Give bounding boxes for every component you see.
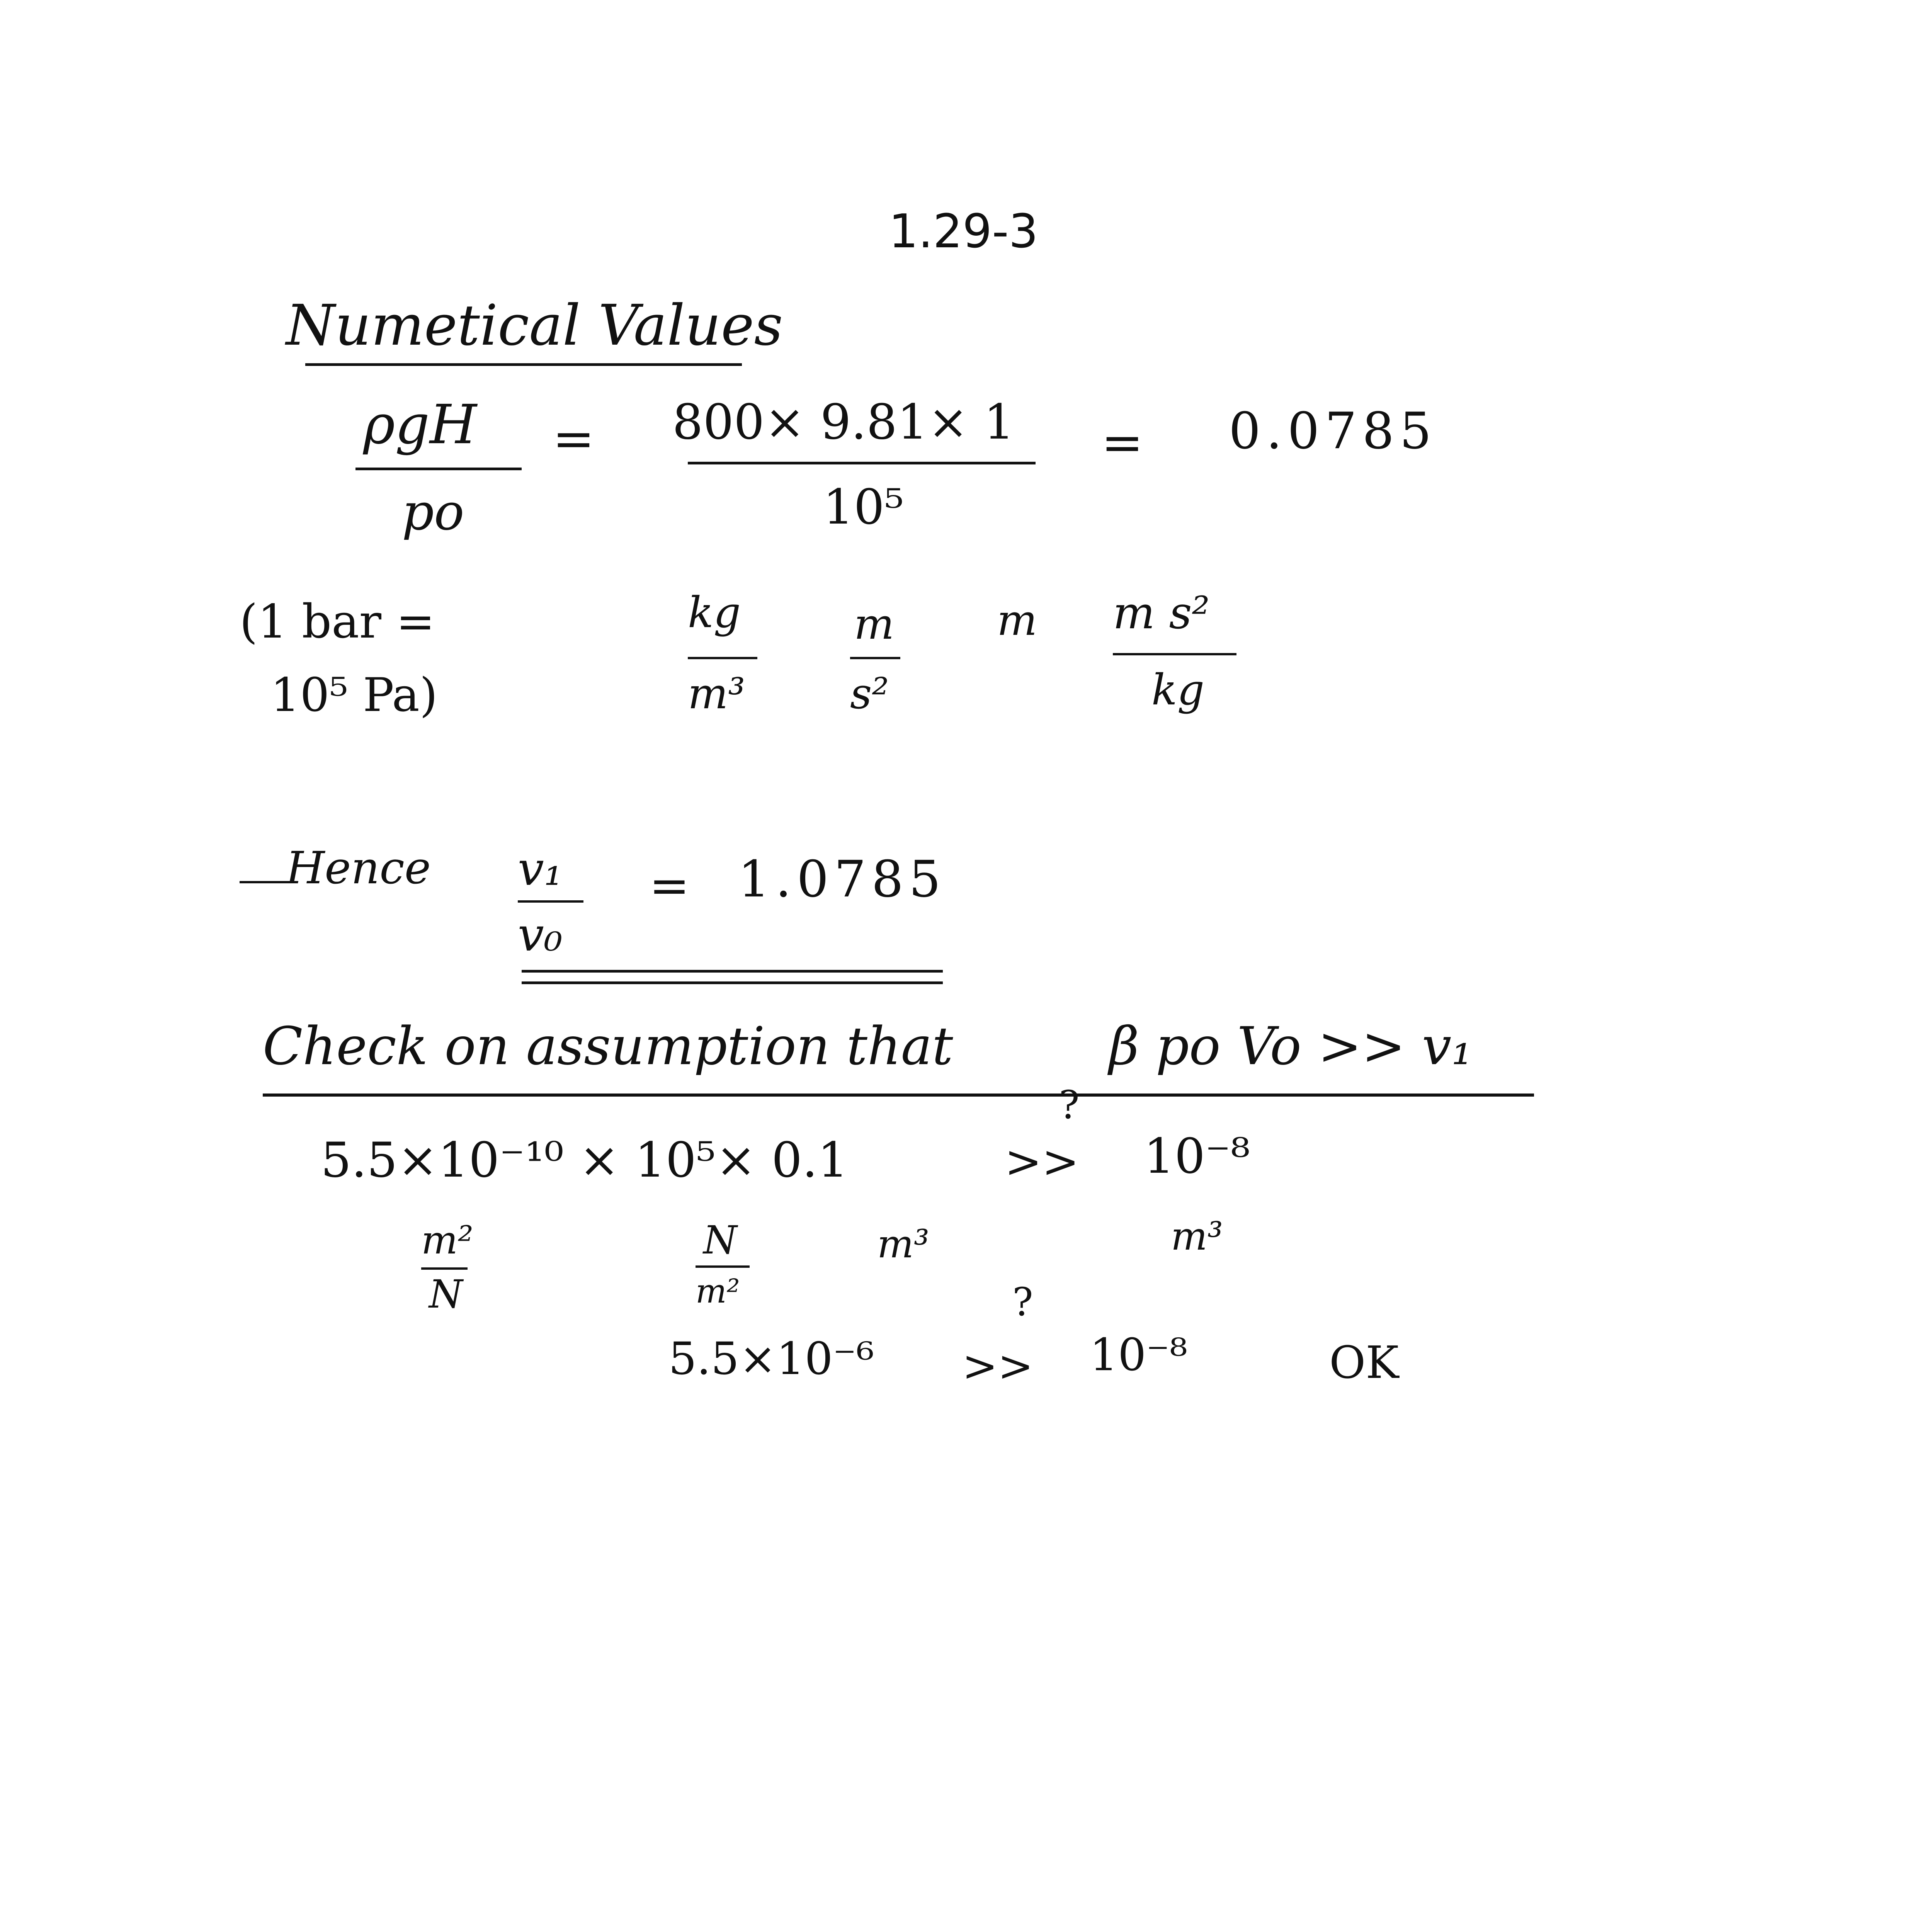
unit-ms2-per-kg-bar: [1113, 653, 1236, 655]
unit-m-per-s2-num: m: [854, 599, 895, 649]
velocity-ratio-bar: [518, 900, 583, 903]
unit-m-per-s2-bar: [850, 657, 900, 659]
result-double-underline-bottom: [522, 981, 943, 984]
check-line1-relation: >>: [1005, 1136, 1079, 1188]
check-question-mark-2: ?: [1012, 1279, 1033, 1325]
heading-numerical-values: Numetical Values: [286, 293, 783, 358]
unit-N-per-m2-num: N: [703, 1218, 737, 1263]
expression-denominator: 10⁵: [823, 479, 904, 535]
hence-value: 1.0785: [738, 850, 946, 908]
unit-m2-per-N-bar: [421, 1267, 468, 1270]
unit-kg-per-m3-bar: [688, 657, 757, 659]
hence-label: Hence: [286, 842, 431, 894]
check-line2-rhs: 10⁻⁸: [1090, 1329, 1188, 1381]
unit-m2-per-N-num: m²: [421, 1218, 473, 1263]
velocity-ratio-denominator: v₀: [518, 908, 563, 962]
hence-equals: =: [649, 858, 690, 914]
unit-kg-per-m3-den: m³: [688, 669, 745, 718]
unit-m: m: [997, 595, 1037, 645]
expression-numerator: 800× 9.81× 1: [672, 394, 1015, 450]
result-double-underline-top: [522, 970, 943, 973]
unit-N-per-m2-bar: [696, 1265, 750, 1268]
page-reference: 1.29-3: [889, 205, 1038, 259]
check-line1-expression: 5.5×10⁻¹⁰ × 10⁵× 0.1: [321, 1132, 849, 1188]
unit-m-per-s2-den: s²: [850, 669, 889, 718]
ratio-denominator: po: [402, 483, 464, 541]
unit-ms2-per-kg-den: kg: [1151, 665, 1205, 714]
unit-m3-a: m³: [877, 1221, 929, 1267]
heading-underline: [305, 363, 742, 366]
check-line1-rhs: 10⁻⁸: [1144, 1128, 1250, 1184]
unit-N-per-m2-den: m²: [696, 1272, 740, 1311]
velocity-ratio-numerator: v₁: [518, 842, 563, 896]
check-line2-relation: >>: [962, 1341, 1034, 1391]
hence-margin-dash: [240, 881, 290, 883]
ratio-equals-1: =: [553, 409, 595, 468]
check-assumption-text: Check on assumption that: [263, 1016, 953, 1077]
unit-kg-per-m3-num: kg: [688, 588, 741, 637]
unit-m3-b: m³: [1171, 1214, 1223, 1259]
bar-conversion-line-2: 10⁵ Pa): [270, 668, 438, 722]
check-assumption-expression: β po Vo >> v₁: [1109, 1016, 1473, 1077]
unit-ms2-per-kg-num: m s²: [1113, 587, 1210, 639]
expression-fraction-bar: [688, 462, 1036, 464]
bar-conversion-line-1: (1 bar =: [240, 595, 435, 649]
ratio-result: 0.0785: [1229, 401, 1437, 460]
unit-m2-per-N-den: N: [429, 1272, 463, 1317]
ratio-fraction-bar: [355, 468, 522, 470]
check-question-mark-1: ?: [1059, 1082, 1080, 1128]
check-line2-lhs: 5.5×10⁻⁶: [668, 1333, 874, 1385]
ratio-numerator: ρgH: [363, 393, 477, 456]
ratio-equals-2: =: [1101, 413, 1143, 472]
check-underline: [263, 1094, 1534, 1097]
check-ok: OK: [1329, 1337, 1399, 1389]
